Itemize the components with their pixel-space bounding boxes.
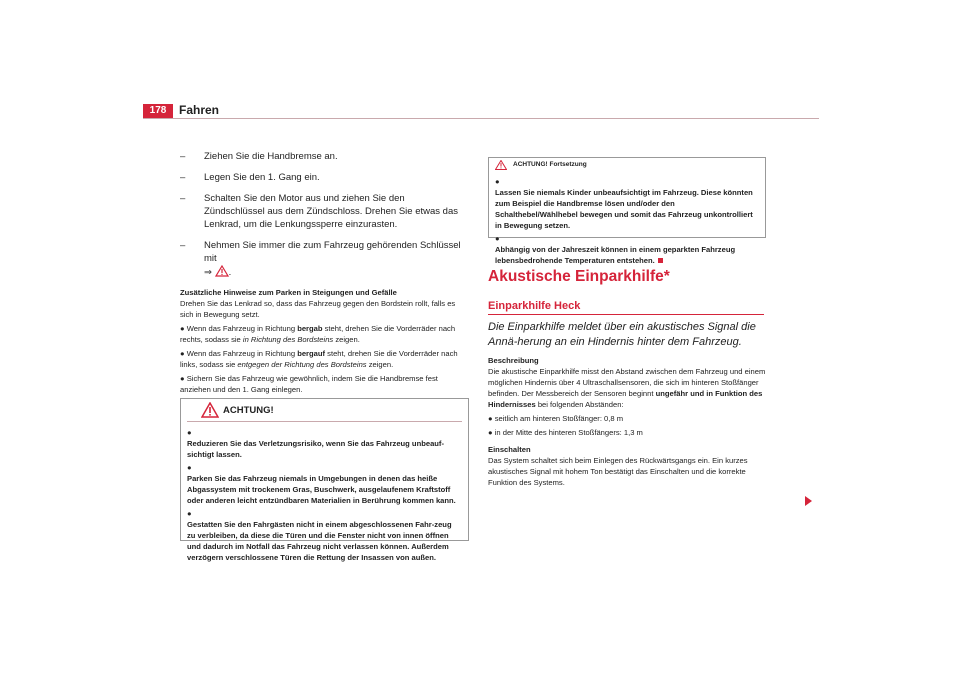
chapter-title: Fahren (179, 103, 220, 117)
distance-bullet-center (488, 427, 770, 438)
description-bold: ungefähr und in Funktion des Hindernisses (488, 389, 763, 409)
bullet-text: zeigen. (366, 360, 394, 369)
step-3: – Schalten Sie den Motor aus und ziehen Sie den Zündschlüssel aus dem Zündschloss. Drehen Sie etwas das Lenkrad, um die Lenkungssperre einzurasten. (180, 192, 468, 231)
warning-item (187, 462, 462, 506)
activation-paragraph: Das System schaltet sich beim Einlegen des Rückwärtsgangs ein. Ein kurzes akustisches Signal mit hohem Ton bestätigt das Einschalten und die korrekte Funktion des Systems. (488, 456, 748, 487)
bullet-text: in der Mitte des hinteren Stoßfängers: 1,3 m (494, 428, 643, 437)
slope-subheading: Zusätzliche Hinweise zum Parken in Steigungen und Gefälle (180, 288, 397, 297)
bullet-text: Wenn das Fahrzeug in Richtung (186, 349, 298, 358)
slope-bullet-downhill (180, 323, 468, 345)
warning-item (495, 176, 759, 231)
bullet-dot: ● (488, 428, 493, 437)
step-4-arrow: ⇒ (204, 267, 212, 278)
warning-triangle-icon (495, 160, 507, 170)
step-4-text: Nehmen Sie immer die zum Fahrzeug gehörenden Schlüssel mit (204, 240, 461, 264)
warning-item-text: Gestatten Sie den Fahrgästen nicht in einem abgeschlossenen Fahr-zeug zu verbleiben, da diese die Türen und die Fenster nicht von innen öffnen und dadurch im Notfall das Fahrzeug nicht verlassen können. Außerdem verzögern verschlossene Türen die Rettung der Insassen von außen. (187, 520, 452, 562)
warning-box-header (187, 399, 462, 422)
step-4-end: . (228, 267, 232, 278)
description-heading: Beschreibung (488, 356, 539, 365)
warning-triangle-icon (215, 265, 229, 277)
step-1: – Ziehen Sie die Handbremse an. (180, 150, 468, 163)
description-text: Die akustische Einparkhilfe misst den Abstand zwischen dem Fahrzeug und einem möglichen Hindernis über 4 Ultraschallsensoren, die sich im hinteren Stoßfänger befinden. Der Messbereich der Sensoren beginnt (488, 367, 766, 398)
section-heading: Akustische Einparkhilfe* (488, 268, 670, 285)
warning-item-text: Lassen Sie niemals Kinder unbeaufsichtigt im Fahrzeug. Diese könnten zum Beispiel die Handbremse lösen und/oder den Schalthebel/Wählhebel bewegen und somit das Fahrzeug unkontrolliert in Bewegung setzen. (495, 188, 753, 230)
section-end-marker (658, 258, 663, 263)
next-page-arrow-icon (805, 496, 812, 506)
distance-bullet-side (488, 413, 770, 424)
bullet-dot: ● (187, 463, 192, 472)
warning-item-text: Parken Sie das Fahrzeug niemals in Umgebungen in denen das heiße Abgassystem mit trockenem Gras, Buschwerk, ausgelaufenem Kraftstoff oder anderen leicht entzündbaren Materialien in Berührung kommen kann. (187, 474, 456, 505)
bullet-italic: entgegen der Richtung des Bordsteins (237, 360, 367, 369)
bullet-bold: bergab (297, 324, 323, 333)
step-2: – Legen Sie den 1. Gang ein. (180, 171, 468, 184)
warning-box (180, 398, 469, 562)
bullet-text: zeigen. (333, 335, 360, 344)
page-number: 178 (143, 104, 173, 118)
bullet-text: Sichern Sie das Fahrzeug wie gewöhnlich, indem Sie die Handbremse fest anziehen und den 1. Gang einlegen. (180, 374, 438, 394)
bullet-dot: ● (187, 509, 192, 518)
warning-item (187, 508, 462, 563)
warning-item (187, 427, 462, 460)
subsection-heading: Einparkhilfe Heck (488, 300, 581, 312)
warning-item-text: Reduzieren Sie das Verletzungsrisiko, wenn Sie das Fahrzeug unbeauf-sichtigt lassen. (187, 439, 444, 459)
lead-paragraph: Die Einparkhilfe meldet über ein akustisches Signal die Annä-herung an ein Hindernis hinter dem Fahrzeug. (488, 321, 756, 348)
bullet-dot: ● (495, 234, 500, 243)
warning-continued-header (495, 158, 759, 171)
warning-body (181, 422, 468, 563)
bullet-dot: ● (488, 414, 493, 423)
right-body (488, 355, 770, 488)
activation-heading: Einschalten (488, 445, 531, 454)
slope-bullet-secure (180, 373, 468, 395)
bullet-text: seitlich am hinteren Stoßfänger: 0,8 m (494, 414, 624, 423)
bullet-italic: in Richtung des Bordsteins (242, 335, 334, 344)
bullet-dot: ● (180, 349, 185, 358)
description-paragraph (488, 366, 770, 410)
left-column (180, 150, 468, 395)
warning-item (495, 233, 759, 266)
bullet-dot: ● (180, 324, 185, 333)
bullet-dot: ● (187, 428, 192, 437)
warning-continued-body (489, 171, 765, 266)
bullet-text: steht, drehen Sie die Vorderräder nach rechts, sodass sie (180, 324, 456, 344)
warning-title: ACHTUNG! (223, 405, 274, 416)
bullet-bold: bergauf (297, 349, 326, 358)
bullet-dot: ● (495, 177, 500, 186)
bullet-text: steht, drehen Sie die Vorderräder nach links, sodass sie (180, 349, 458, 369)
header-rule (143, 118, 819, 119)
slope-bullet-uphill (180, 348, 468, 370)
step-4 (180, 239, 468, 279)
warning-continued-title: ACHTUNG! Fortsetzung (513, 161, 587, 168)
warning-continued-box (488, 157, 766, 265)
warning-triangle-icon (201, 402, 219, 418)
slope-paragraph: Drehen Sie das Lenkrad so, dass das Fahrzeug gegen den Bordstein rollt, falls es sich in Bewegung setzt. (180, 299, 456, 319)
bullet-text: Wenn das Fahrzeug in Richtung (186, 324, 298, 333)
description-text-end: bei folgenden Abständen: (535, 400, 624, 409)
warning-item-text: Abhängig von der Jahreszeit können in einem geparkten Fahrzeug lebensbedrohende Temperaturen entstehen. (495, 245, 736, 265)
subsection-rule (488, 314, 764, 315)
bullet-dot: ● (180, 374, 185, 383)
